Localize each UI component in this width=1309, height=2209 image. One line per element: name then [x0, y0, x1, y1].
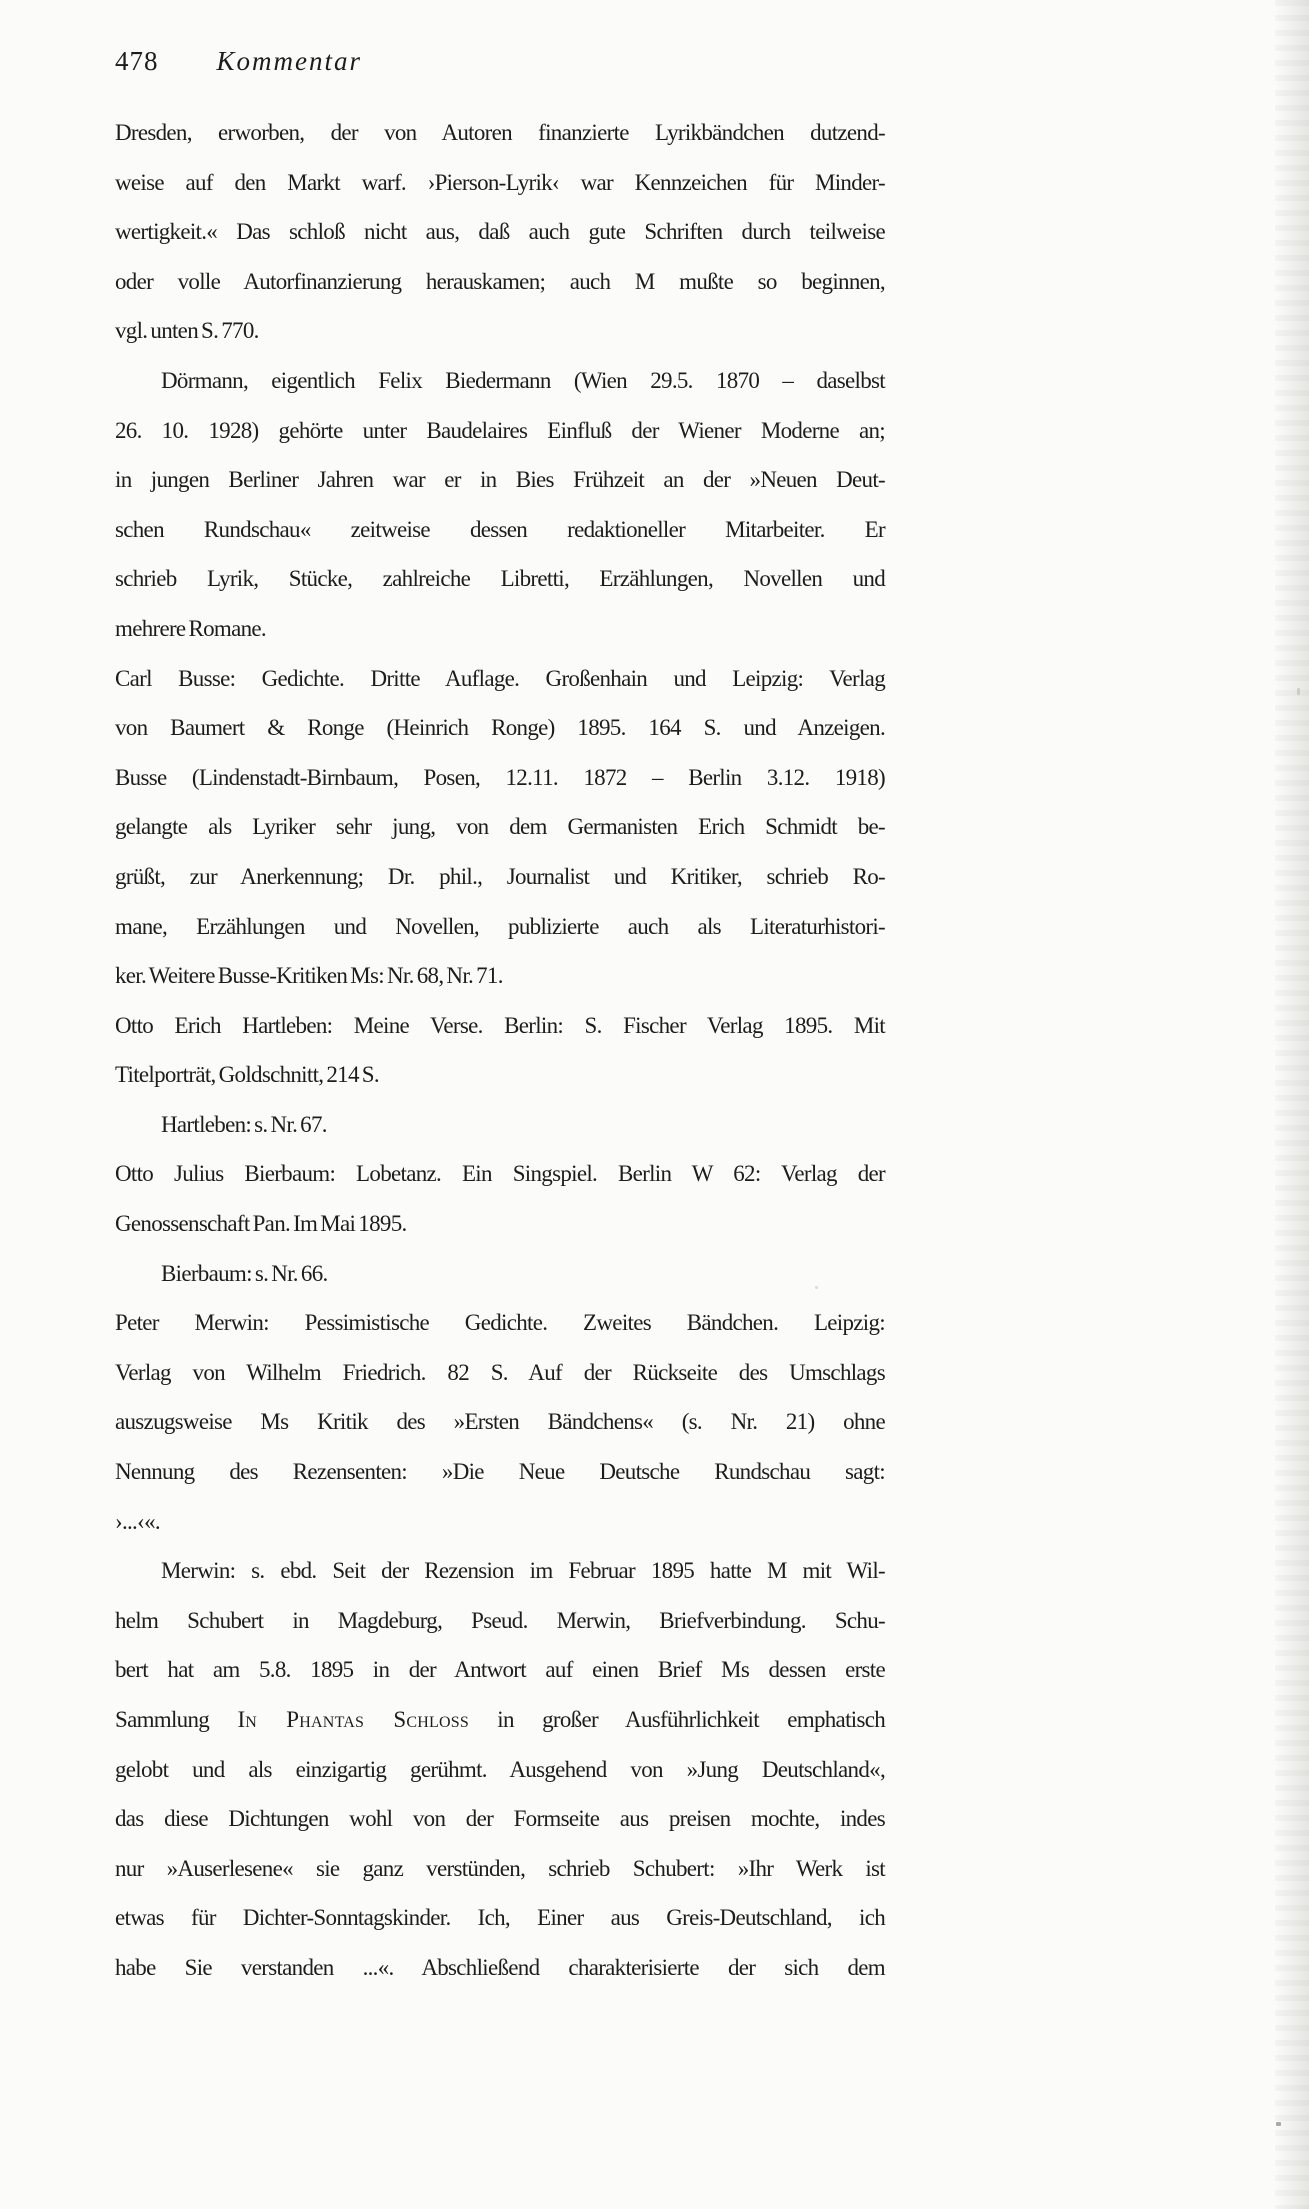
text-line: mehrere Romane. [115, 615, 266, 641]
text-line: Dresden, erworben, der von Autoren finanzierte Lyrikbändchen dutzend- [115, 120, 885, 145]
text-line: Carl Busse: Gedichte. Dritte Auflage. Großenhain und Leipzig: Verlag [115, 665, 885, 691]
text-line: Hartleben: s. Nr. 67. [161, 1111, 327, 1137]
scan-edge-shadow [1275, 0, 1309, 2209]
text-line: gelangte als Lyriker sehr jung, von dem Germanisten Erich Schmidt be- [115, 814, 885, 840]
text-line: Merwin: s. ebd. Seit der Rezension im Februar 1895 hatte M mit Wil- [161, 1558, 885, 1584]
text-line: vgl. unten S. 770. [115, 318, 259, 344]
text-line: oder volle Autorfinanzierung herauskamen; auch M mußte so beginnen, [115, 268, 885, 294]
text-line: in jungen Berliner Jahren war er in Bies Frühzeit an der »Neuen Deut- [115, 467, 885, 493]
text-line: Otto Julius Bierbaum: Lobetanz. Ein Singspiel. Berlin W 62: Verlag der [115, 1161, 885, 1187]
text-line: schen Rundschau« zeitweise dessen redaktioneller Mitarbeiter. Er [115, 516, 885, 542]
text-line: Bierbaum: s. Nr. 66. [161, 1260, 328, 1286]
page-header [115, 46, 885, 77]
text-line: etwas für Dichter-Sonntagskinder. Ich, Einer aus Greis-Deutschland, ich [115, 1905, 885, 1931]
text-line: Otto Erich Hartleben: Meine Verse. Berlin: S. Fischer Verlag 1895. Mit [115, 1012, 885, 1038]
text-line: Peter Merwin: Pessimistische Gedichte. Zweites Bändchen. Leipzig: [115, 1310, 885, 1336]
text-line: bert hat am 5.8. 1895 in der Antwort auf einen Brief Ms dessen erste [115, 1657, 885, 1683]
text-line: ker. Weitere Busse-Kritiken Ms: Nr. 68, Nr. 71. [115, 963, 503, 989]
text-line: wertigkeit.« Das schloß nicht aus, daß auch gute Schriften durch teilweise [115, 219, 885, 245]
text-line: habe Sie verstanden ...«. Abschließend charakterisierte der sich dem [115, 1954, 885, 1980]
text-line: Verlag von Wilhelm Friedrich. 82 S. Auf der Rückseite des Umschlags [115, 1359, 885, 1385]
text-line: 26. 10. 1928) gehörte unter Baudelaires Einfluß der Wiener Moderne an; [115, 417, 885, 443]
text-line: auszugsweise Ms Kritik des »Ersten Bändchens« (s. Nr. 21) ohne [115, 1409, 885, 1435]
text-line: helm Schubert in Magdeburg, Pseud. Merwin, Briefverbindung. Schu- [115, 1607, 885, 1633]
text-line: Sammlung In Phantas Schloss in großer Ausführlichkeit emphatisch [115, 1707, 886, 1732]
scan-speck [1297, 688, 1300, 695]
text-line: nur »Auserlesene« sie ganz verstünden, schrieb Schubert: »Ihr Werk ist [115, 1855, 885, 1881]
text-line: das diese Dichtungen wohl von der Formseite aus preisen mochte, indes [115, 1806, 885, 1832]
text-line: Nennung des Rezensenten: »Die Neue Deutsche Rundschau sagt: [115, 1459, 885, 1485]
text-body [115, 108, 885, 1993]
text-line: ›...‹«. [115, 1508, 160, 1534]
text-line: mane, Erzählungen und Novellen, publizierte auch als Literaturhistori- [115, 913, 885, 939]
text-line: grüßt, zur Anerkennung; Dr. phil., Journalist und Kritiker, schrieb Ro- [115, 863, 885, 889]
book-title-smallcaps: In Phantas Schloss [237, 1707, 469, 1732]
text-line: Titelporträt, Goldschnitt, 214 S. [115, 1062, 379, 1088]
scan-speck [1276, 2122, 1281, 2126]
text-line: Genossenschaft Pan. Im Mai 1895. [115, 1211, 407, 1237]
text-line: von Baumert & Ronge (Heinrich Ronge) 1895. 164 S. und Anzeigen. [115, 715, 885, 741]
text-line: Dörmann, eigentlich Felix Biedermann (Wien 29.5. 1870 – daselbst [161, 367, 885, 393]
text-line: schrieb Lyrik, Stücke, zahlreiche Libretti, Erzählungen, Novellen und [115, 566, 885, 592]
scan-speck [815, 1286, 818, 1289]
running-head: Kommentar [216, 46, 362, 76]
text-line: weise auf den Markt warf. ›Pierson-Lyrik‹ war Kennzeichen für Minder- [115, 169, 885, 195]
text-line: gelobt und als einzigartig gerühmt. Ausgehend von »Jung Deutschland«, [115, 1756, 885, 1782]
text-line: Busse (Lindenstadt-Birnbaum, Posen, 12.11. 1872 – Berlin 3.12. 1918) [115, 764, 885, 790]
page-number: 478 [115, 46, 159, 76]
